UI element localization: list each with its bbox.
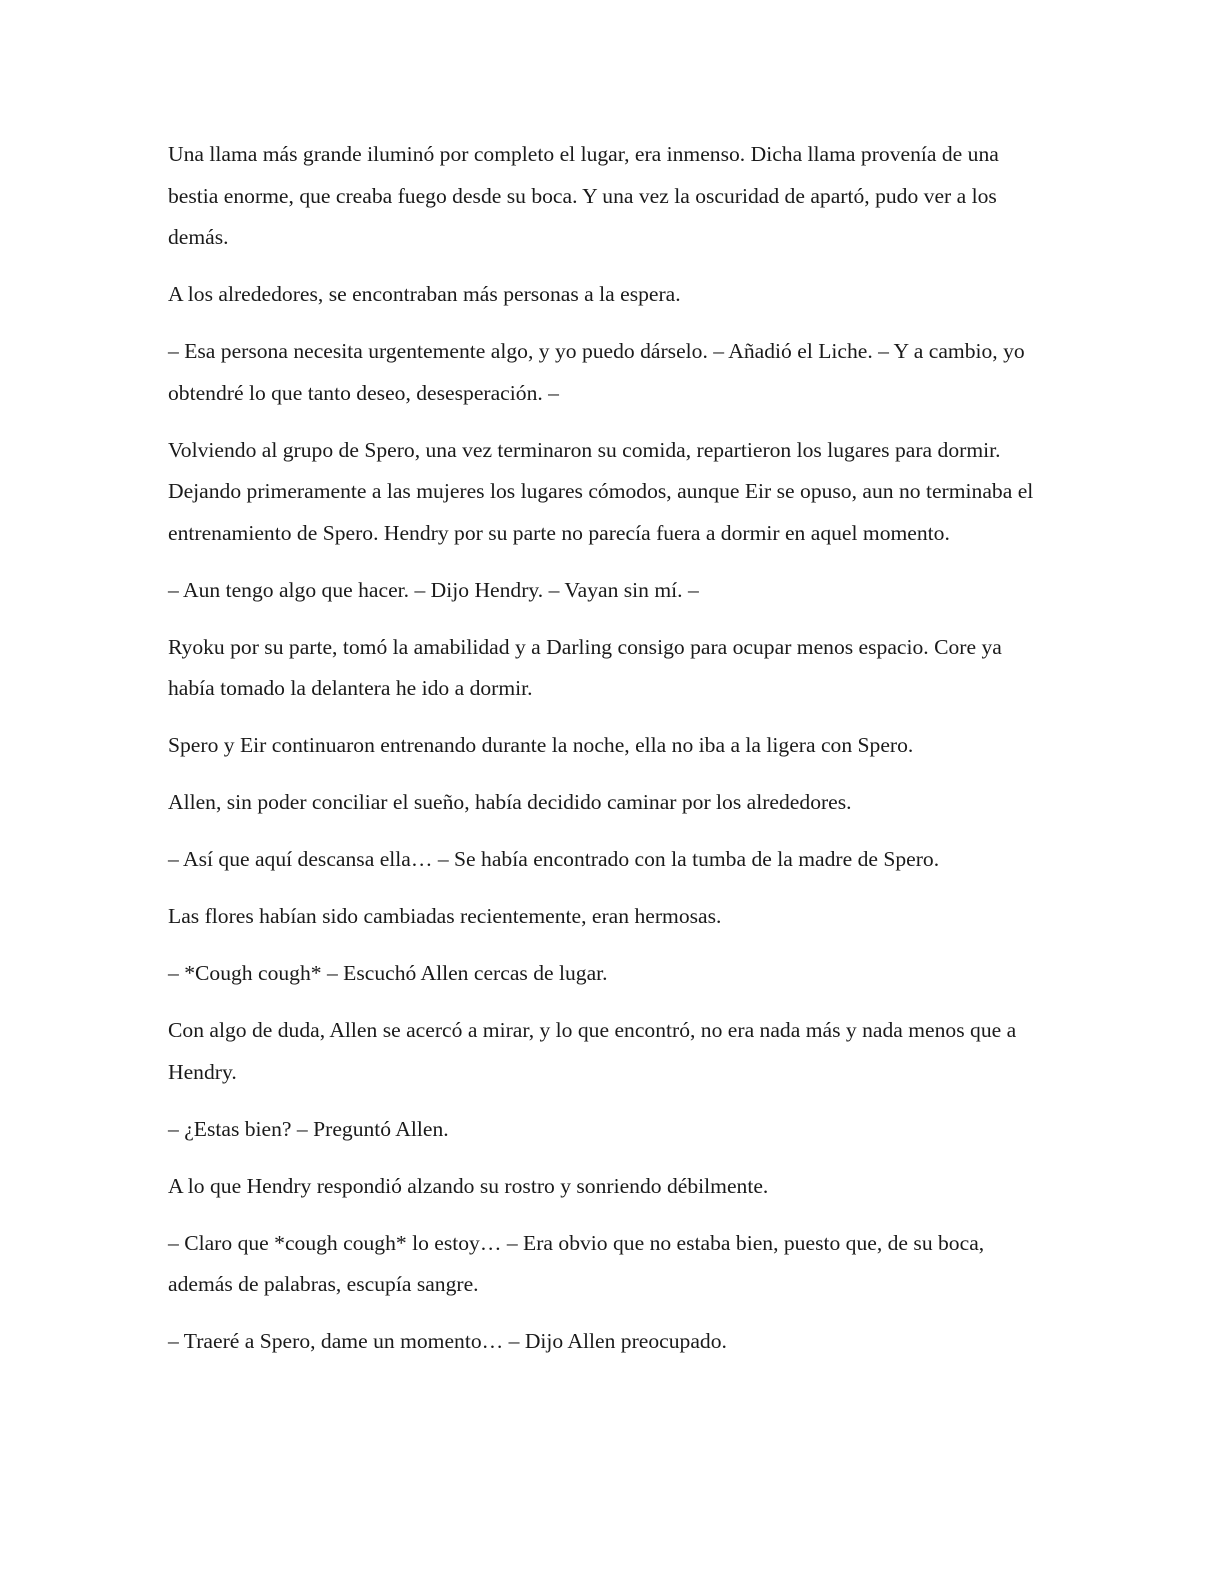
paragraph-13: – ¿Estas bien? – Preguntó Allen. xyxy=(168,1116,449,1141)
paragraph-14: A lo que Hendry respondió alzando su rostro y sonriendo débilmente. xyxy=(168,1173,769,1198)
paragraph-6: Ryoku por su parte, tomó la amabilidad y a Darling consigo para ocupar menos espacio. Core ya había tomado la delantera he ido a dormir. xyxy=(168,634,1002,700)
paragraph-4: Volviendo al grupo de Spero, una vez terminaron su comida, repartieron los lugares para dormir. Dejando primeramente a las mujeres los lugares cómodos, aunque Eir se opuso, aun no terminaba el entrenamiento de Spero. Hendry por su parte no parecía fuera a dormir en aquel momento. xyxy=(168,437,1034,545)
paragraph-10: Las flores habían sido cambiadas recientemente, eran hermosas. xyxy=(168,904,722,928)
paragraph-7: Spero y Eir continuaron entrenando durante la noche, ella no iba a la ligera con Spero. xyxy=(168,733,914,757)
paragraph-11: – *Cough cough* – Escuchó Allen cercas de lugar. xyxy=(168,961,608,985)
paragraph-5: – Aun tengo algo que hacer. – Dijo Hendry. – Vayan sin mí. – xyxy=(168,577,699,602)
paragraph-15: – Claro que *cough cough* lo estoy… – Era obvio que no estaba bien, puesto que, de su boca, además de palabras, escupía sangre. xyxy=(168,1230,985,1296)
paragraph-1: Una llama más grande iluminó por completo el lugar, era inmenso. Dicha llama provenía de una bestia enorme, que creaba fuego desde su boca. Y una vez la oscuridad de apartó, pudo ver a los demás. xyxy=(168,142,999,249)
document-body xyxy=(168,134,1052,1378)
paragraph-3: – Esa persona necesita urgentemente algo, y yo puedo dárselo. – Añadió el Liche. – Y a cambio, yo obtendré lo que tanto deseo, desesperación. – xyxy=(168,339,1025,405)
paragraph-8: Allen, sin poder conciliar el sueño, había decidido caminar por los alrededores. xyxy=(168,790,852,814)
paragraph-2: A los alrededores, se encontraban más personas a la espera. xyxy=(168,282,681,306)
paragraph-9: – Así que aquí descansa ella… – Se había encontrado con la tumba de la madre de Spero. xyxy=(168,847,940,871)
paragraph-16: – Traeré a Spero, dame un momento… – Dijo Allen preocupado. xyxy=(168,1329,727,1353)
paragraph-12: Con algo de duda, Allen se acercó a mirar, y lo que encontró, no era nada más y nada menos que a Hendry. xyxy=(168,1018,1017,1084)
